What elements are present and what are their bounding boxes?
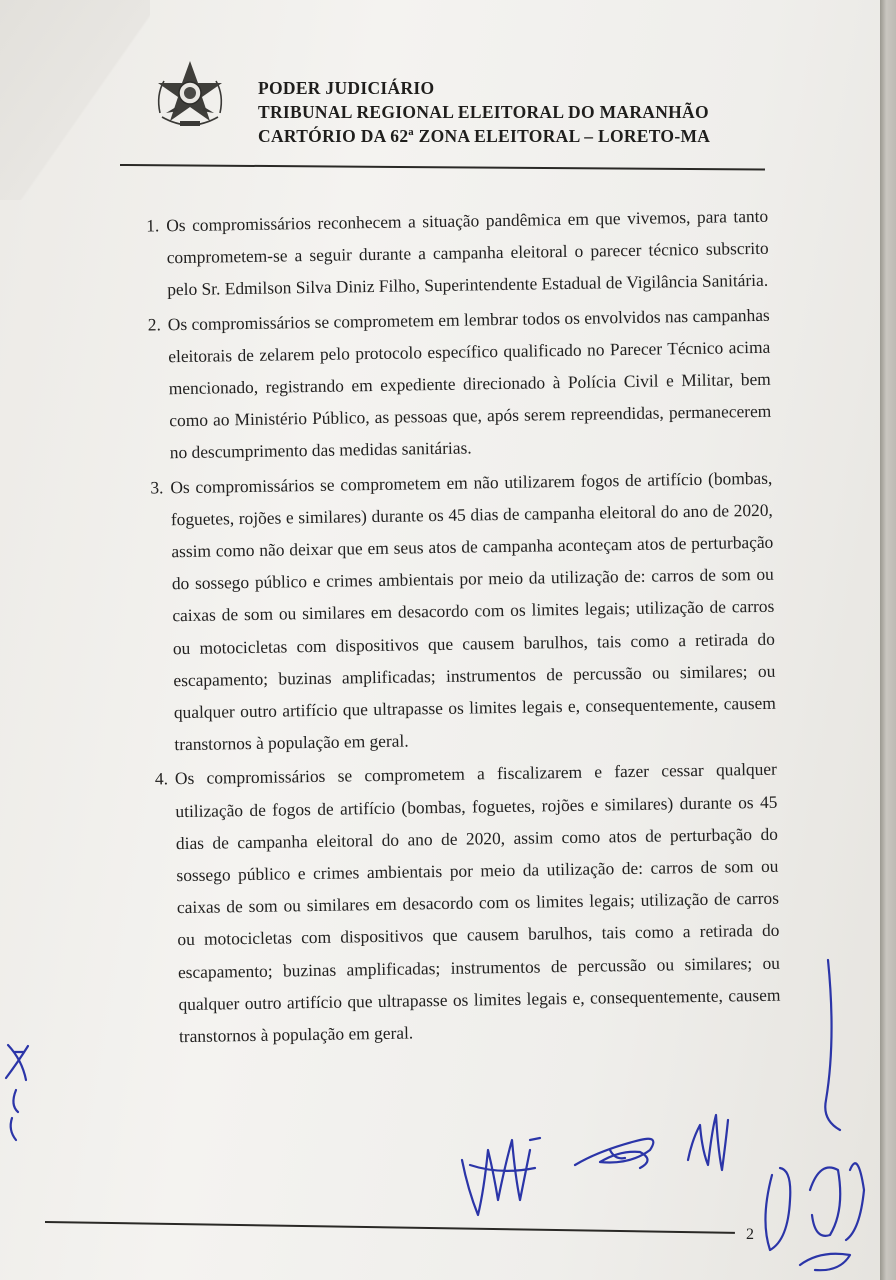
item-number: 2. — [147, 313, 161, 335]
item-text: Os compromissários se comprometem em não utilizarem fogos de artifício (bombas, foguetes, rojões e similares) durante os 45 dias de campanha eleitoral do ano de 2020, assim como não deixar que em seus atos de campanha aconteçam atos de perturbação do sossego público e crimes ambientais por meio da utilização de: carros de som ou caixas de som ou similares em desacordo com os limites legais; utilização de carros ou motocicletas com dispositivos que causem barulhos, tais como a retirada do escapamento; buzinas amplificadas; instrumentos de percussão ou similares; ou qualquer outro artifício que ultrapasse os limites legais e, consequentemente, causem transtornos à população em geral. — [170, 467, 776, 755]
list-item — [122, 461, 776, 761]
item-text: Os compromissários reconhecem a situação pandêmica em que vivemos, para tanto comprometem-se a seguir durante a campanha eleitoral o parecer técnico subscrito pelo Sr. Edmilson Silva Diniz Filho, Superintendente Estadual de Vigilância Sanitária. — [166, 205, 769, 300]
item-text: Os compromissários se comprometem a fiscalizarem e fazer cessar qualquer utilização de fogos de artifício (bombas, foguetes, rojões e similares) durante os 45 dias de campanha eleitoral do ano de 2020, assim como atos de perturbação do sossego público e crimes ambientais por meio da utilização de: carros de som ou caixas de som ou similares em desacordo com os limites legais; utilização de carros ou motocicletas com dispositivos que causem barulhos, tais como a retirada do escapamento; buzinas amplificadas; instrumentos de percussão ou similares; ou qualquer outro artifício que ultrapasse os limites legais e, consequentemente, causem transtornos à população em geral. — [174, 759, 781, 1047]
court-header — [258, 76, 710, 148]
item-number: 1. — [146, 215, 160, 236]
item-number: 3. — [150, 476, 164, 498]
header-line-2: TRIBUNAL REGIONAL ELEITORAL DO MARANHÃO — [258, 102, 709, 122]
header-line-3: CARTÓRIO DA 62ª ZONA ELEITORAL – LORETO-MA — [258, 126, 711, 146]
item-number: 4. — [154, 768, 169, 789]
brazil-coat-of-arms-icon — [150, 55, 230, 135]
background-edge — [880, 0, 896, 1280]
list-item — [118, 200, 769, 307]
header-divider — [120, 164, 765, 171]
header-line-1: PODER JUDICIÁRIO — [258, 78, 435, 98]
item-text: Os compromissários se comprometem em lembrar todos os envolvidos nas campanhas eleitorais de zelarem pelo protocolo específico qualificado no Parecer Técnico acima mencionado, registrando em expediente direcionado à Polícia Civil e Militar, bem como ao Ministério Público, as pessoas que, após serem repreendidas, permanecerem no descumprimento das medidas sanitárias. — [167, 304, 772, 463]
paper-fold-shadow — [0, 0, 150, 200]
list-item — [127, 753, 781, 1053]
commitments-list — [118, 200, 781, 1053]
list-item — [120, 298, 772, 469]
page-number: 2 — [746, 1226, 754, 1243]
footer-divider — [45, 1221, 735, 1234]
